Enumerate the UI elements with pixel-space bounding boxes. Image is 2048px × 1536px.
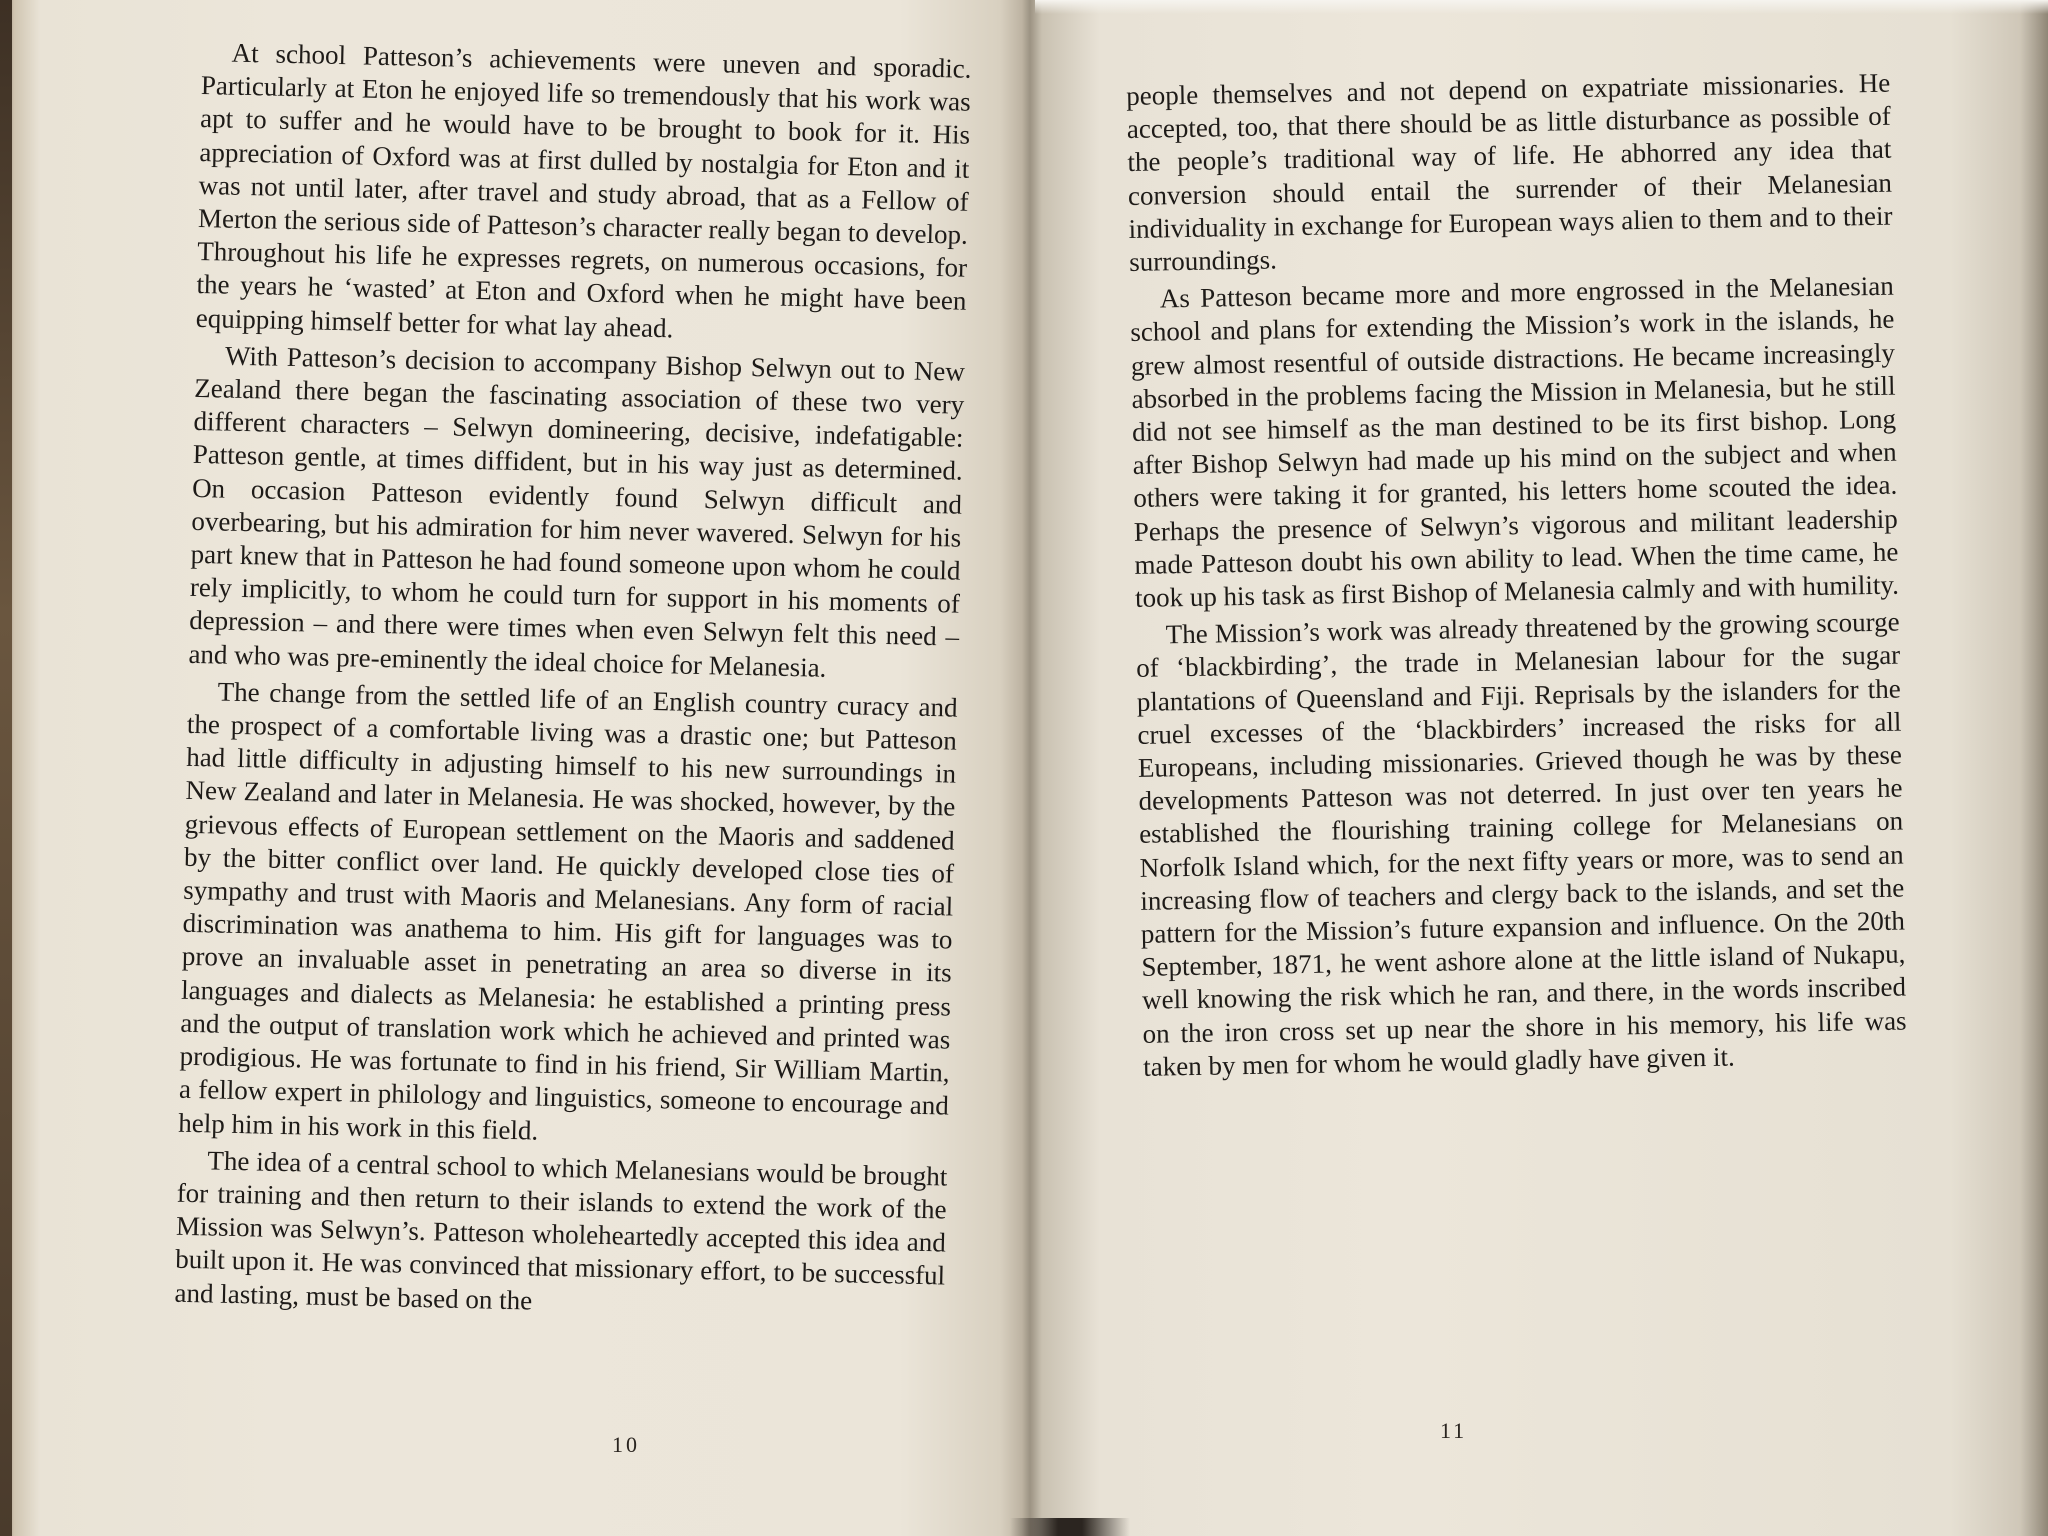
left-page-text <box>174 36 972 1330</box>
page-number-right: 11 <box>1440 1418 1468 1443</box>
paragraph: The Mission’s work was already threatened by the growing scourge of ‘blackbirding’, the trade in Melanesian labour for the sugar plantations of Queensland and Fiji. Reprisals by the islanders for the cruel excesses of the ‘blackbirders’ increased the risks for all Europeans, including missionaries. Grieved though he was by these developments Patteson was not deterred. In just over ten years he established the flourishing training college for Melanesians on Norfolk Island which, for the next fifty years or more, was to send an increasing flow of teachers and clergy back to the islands, and set the pattern for the Mission’s future expansion and influence. On the 20th September, 1871, he went ashore alone at the little island of Nukapu, well knowing the risk which he ran, and there, in the words inscribed on the iron cross set up near the shore in his memory, his life was taken by men for whom he would gladly have given it. <box>1136 606 1907 1082</box>
paragraph: With Patteson’s decision to accompany Bishop Selwyn out to New Zealand there began the fascinating association of these two very different characters – Selwyn domineering, decisive, indefatigable: Patteson gentle, at times diffident, but in his way just as determined. On occasion Patteson evidently found Selwyn difficult and overbearing, but his admiration for him never wavered. Selwyn for his part knew that in Patteson he had found someone upon whom he could rely implicitly, to whom he could turn for support in his moments of depression – and there were times when even Selwyn felt this need – and who was pre-eminently the ideal choice for Melanesia. <box>188 340 966 683</box>
paragraph: At school Patteson’s achievements were uneven and sporadic. Particularly at Eton he enjoyed life so tremendously that his work was apt to suffer and he would have to be brought to book for it. His appreciation of Oxford was at first dulled by nostalgia for Eton and it was not until later, after travel and study abroad, that as a Fellow of Merton the serious side of Patteson’s character really began to develop. Throughout his life he expresses regrets, on numerous occasions, for the years he ‘wasted’ at Eton and Oxford when he might have been equipping himself better for what lay ahead. <box>195 37 972 343</box>
book-gutter-shadow <box>1010 1518 1130 1536</box>
paragraph: The change from the settled life of an English country curacy and the prospect of a comfortable living was a drastic one; but Patteson had little difficulty in adjusting himself to his new surroundings in New Zealand and later in Melanesia. He was shocked, however, by the grievous effects of European settlement on the Maoris and saddened by the bitter conflict over land. He quickly developed close ties of sympathy and trust with Maoris and Melanesians. Any form of racial discrimination was anathema to him. His gift for languages was to prove an invaluable asset in penetrating an area so diverse in its languages and dialects as Melanesia: he established a printing press and the output of translation work which he achieved and printed was prodigious. He was fortunate to find in his friend, Sir William Martin, a fellow expert in philology and linguistics, someone to encourage and help him in his work in this field. <box>177 676 958 1146</box>
book-cover-edge <box>0 0 12 1536</box>
paragraph: The idea of a central school to which Melanesians would be brought for training and then return to their islands to extend the work of the Mission was Selwyn’s. Patteson wholeheartedly accepted this idea and built upon it. He was convinced that missionary effort, to be successful and lasting, must be based on the <box>174 1145 948 1316</box>
page-top-highlight <box>1035 0 2048 14</box>
page-number-left: 10 <box>612 1432 640 1457</box>
paragraph: people themselves and not depend on expatriate missionaries. He accepted, too, that there should be as little disturbance as possible of the people’s traditional way of life. He abhorred any idea that conversion should entail the surrender of their Melanesian individuality in exchange for European ways alien to them and to their surroundings. <box>1126 67 1893 277</box>
right-page-text <box>1126 67 1907 1088</box>
paragraph: As Patteson became more and more engrossed in the Melanesian school and plans for extending the Mission’s work in the islands, he grew almost resentful of outside distractions. He became increasingly absorbed in the problems facing the Mission in Melanesia, but he still did not see himself as the man destined to be its first bishop. Long after Bishop Selwyn had made up his mind on the subject and when others were taking it for granted, his letters home scouted the idea. Perhaps the presence of Selwyn’s vigorous and militant leadership made Patteson doubt his own ability to lead. When the time came, he took up his task as first Bishop of Melanesia calmly and with humility. <box>1130 270 1900 613</box>
